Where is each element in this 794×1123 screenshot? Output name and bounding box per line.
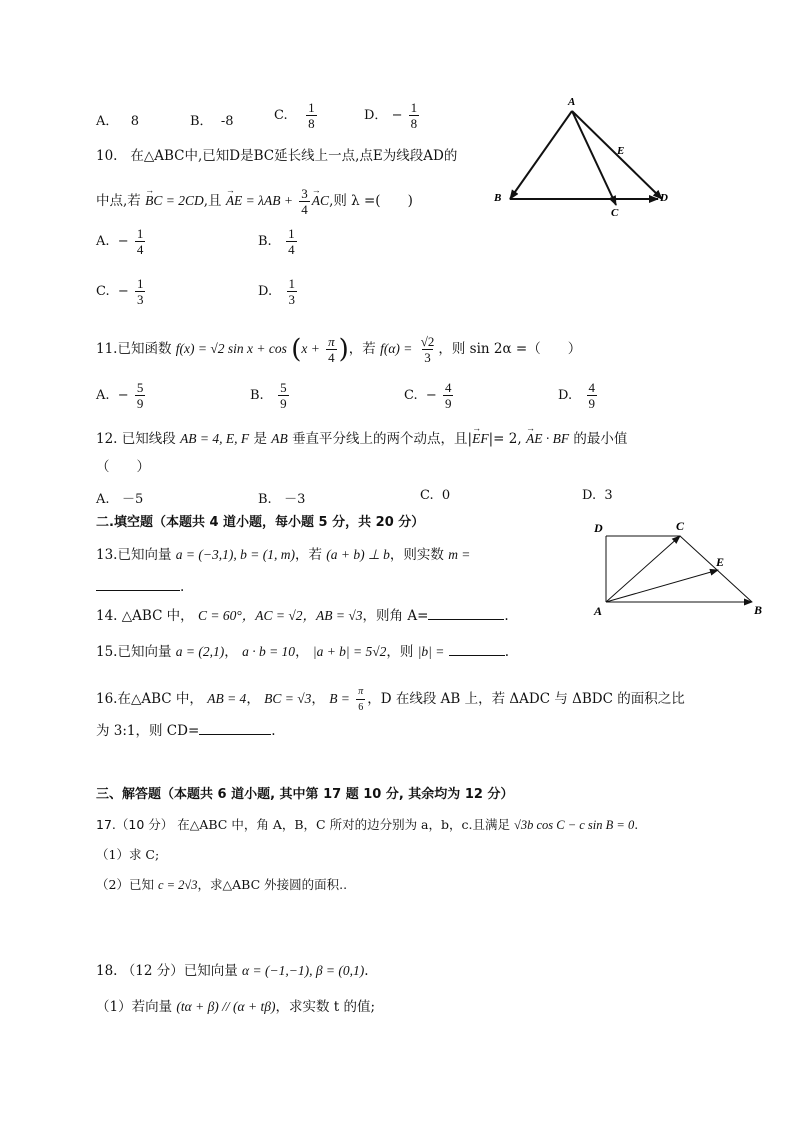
- fraction: $\frac{1}{8}$: [308, 100, 315, 131]
- vector-ac: [606, 536, 680, 602]
- fraction: $\frac{4}{9}$: [588, 380, 595, 411]
- q14-text: 14. △ABC 中，: [96, 608, 194, 624]
- point-label-a: A: [568, 96, 576, 108]
- vector-ab: [510, 111, 572, 199]
- q10-stem-line2: [96, 186, 413, 217]
- point-label-d: D: [660, 192, 668, 204]
- option-label: A.: [96, 388, 110, 403]
- fraction: $\frac{1}{4}$: [136, 226, 144, 257]
- q13-text: ，则实数: [389, 547, 444, 563]
- fraction: $\frac{5}{9}$: [280, 380, 287, 411]
- q16-text: 为 3:1，则 CD=: [96, 723, 200, 739]
- q16-text: ，: [246, 691, 260, 707]
- vector-equation: → BC = 2CD: [145, 192, 204, 210]
- fraction: $\frac{√2}{3}$: [420, 334, 435, 365]
- q18-stem: [96, 962, 369, 980]
- fraction: $\frac{\pi}{6}$: [358, 686, 364, 713]
- q14-text: ，则角 A=: [362, 608, 429, 624]
- section-heading-fill-in: 二.填空题（本题共 4 道小题，每小题 5 分，共 20 分）: [96, 515, 425, 530]
- q11-option-b: [250, 380, 291, 411]
- point-label-c: C: [611, 207, 619, 219]
- vector: → EF: [472, 430, 489, 448]
- option-value: －5: [121, 492, 144, 507]
- q10-text: ,且: [203, 193, 222, 209]
- q16-text: ，: [311, 691, 325, 707]
- q9-option-d: [364, 100, 421, 131]
- q12-math: AB: [271, 431, 288, 446]
- q12-stem-line2: （ ）: [96, 459, 150, 475]
- option-value: -8: [220, 114, 234, 129]
- q10-option-c: [96, 276, 147, 307]
- q17-text: ，求△ABC 外接圆的面积..: [197, 877, 348, 892]
- q15-condition: a = (2,1): [175, 644, 225, 659]
- fraction: $\frac{5}{9}$: [136, 380, 144, 411]
- period: .: [504, 644, 509, 660]
- q12-text: 垂直平分线上的两个动点，且|: [292, 431, 473, 447]
- q12-option-d: [582, 488, 613, 503]
- q15-text: ，: [224, 644, 238, 660]
- q12-option-b: [258, 488, 305, 507]
- q13-ask: m =: [448, 547, 471, 562]
- q12-text: 是: [253, 431, 267, 447]
- option-label: B.: [258, 234, 272, 249]
- q9-option-c: [274, 100, 319, 131]
- vector-ac: [572, 111, 616, 205]
- q11-text: ，则 sin 2α =（ ）: [438, 341, 582, 357]
- option-value: 0: [441, 488, 451, 503]
- option-label: B.: [258, 492, 272, 507]
- q15-ask: |b| =: [417, 644, 445, 659]
- period: .: [271, 723, 276, 739]
- q15-condition: a · b = 10: [242, 644, 296, 659]
- option-label: B．: [190, 114, 213, 129]
- option-sign: −: [425, 388, 437, 403]
- q12-option-a: [96, 488, 143, 507]
- point-label-b: B: [494, 192, 502, 204]
- fraction: $\frac{\pi}{4}$: [328, 334, 335, 365]
- side-cb: [680, 536, 752, 602]
- q18-condition: (tα + β) // (α + tβ): [176, 999, 276, 1014]
- q12-text: 的最小值: [573, 431, 628, 447]
- q17-part1: （1）求 C;: [96, 847, 160, 862]
- option-sign: −: [391, 108, 403, 123]
- option-label: D.: [582, 488, 597, 503]
- q11-option-a: [96, 380, 147, 411]
- q13-stem: [96, 546, 470, 564]
- fraction: $\frac{1}{8}$: [410, 100, 418, 131]
- q17-condition: c = 2√3: [157, 878, 198, 892]
- q12-text: |= 2,: [488, 431, 522, 447]
- vector-equation: → AE = λAB +: [226, 192, 293, 210]
- option-value: －3: [284, 492, 306, 507]
- answer-blank[interactable]: [199, 722, 271, 735]
- option-sign: −: [117, 388, 129, 403]
- answer-blank[interactable]: [449, 643, 505, 656]
- q17-text: 在△ABC 中，角 A，B，C 所对的边分别为 a，b，c.且满足: [177, 817, 510, 832]
- fraction: $\frac{1}{3}$: [288, 276, 295, 307]
- q12-option-c: [420, 488, 450, 503]
- q15-text: ，: [295, 644, 309, 660]
- q14-stem: [96, 607, 509, 625]
- option-label: D.: [558, 388, 573, 403]
- q17-condition: √3b cos C − c sin B = 0: [513, 818, 635, 832]
- q16-condition: AB = 4: [207, 691, 247, 706]
- vector-product: → AE · BF: [526, 430, 569, 448]
- q18-text: 18. （12 分）已知向量: [96, 963, 238, 979]
- answer-blank[interactable]: [96, 578, 180, 591]
- q12-text: 12. 已知线段: [96, 431, 176, 447]
- q16-condition: BC = √3: [264, 691, 312, 706]
- option-label: C.: [404, 388, 418, 403]
- fraction: $\frac{3}{4}$: [301, 186, 308, 217]
- q10-text: ,则 λ =( ): [329, 193, 413, 209]
- period: .: [504, 608, 509, 624]
- q16-condition: B =: [329, 691, 350, 706]
- option-label: C.: [96, 284, 110, 299]
- q11-option-c: [404, 380, 455, 411]
- option-sign: −: [117, 234, 129, 249]
- option-label: D.: [258, 284, 273, 299]
- vector: → AC: [312, 192, 329, 210]
- q11-arg: x +: [301, 341, 320, 356]
- period: .: [634, 817, 639, 832]
- q9-option-b: [190, 110, 234, 129]
- point-label-c: C: [676, 519, 685, 533]
- q15-text: ，则: [386, 644, 414, 660]
- q14-condition: C = 60°，AC = √2，AB = √3: [197, 608, 363, 623]
- q16-stem-line2: [96, 722, 276, 740]
- answer-blank[interactable]: [428, 607, 504, 620]
- right-paren: ): [338, 334, 349, 365]
- q13-text: 13.已知向量: [96, 547, 172, 563]
- question-number: 10.: [96, 148, 118, 164]
- fraction: $\frac{4}{9}$: [444, 380, 452, 411]
- q16-stem-line1: [96, 684, 685, 715]
- q11-stem: [96, 334, 581, 365]
- option-label: A.: [96, 234, 110, 249]
- question-number: 11.: [96, 341, 118, 357]
- q15-text: 15.已知向量: [96, 644, 172, 660]
- q13-answer-line: [96, 578, 184, 596]
- option-label: C.: [274, 108, 288, 123]
- point-label-e: E: [716, 555, 725, 569]
- option-value: 3: [604, 488, 613, 503]
- section-heading-solutions: 三、解答题（本题共 6 道小题, 其中第 17 题 10 分, 其余均为 12 分）: [96, 787, 514, 802]
- q10-option-a: [96, 226, 147, 257]
- q11-text: ，若: [348, 341, 376, 357]
- q15-stem: [96, 643, 509, 661]
- question-number: 17.（10 分）: [96, 817, 174, 832]
- period: .: [180, 579, 185, 595]
- q17-part2: [96, 876, 347, 894]
- option-sign: −: [117, 284, 129, 299]
- point-label-e: E: [617, 145, 625, 157]
- left-paren: (: [291, 334, 302, 365]
- q10-stem-line1: [96, 147, 457, 165]
- q11-condition: f(α) =: [380, 341, 413, 356]
- option-label: B.: [250, 388, 264, 403]
- q13-text: ，若: [294, 547, 322, 563]
- q16-text: 16.在△ABC 中，: [96, 691, 203, 707]
- option-label: A．: [96, 114, 119, 129]
- q10-triangle-figure: [490, 95, 680, 225]
- q10-option-b: [258, 226, 299, 257]
- q10-text: 中点,若: [96, 193, 141, 209]
- vector-ae: [606, 570, 718, 602]
- q16-trapezoid-figure: [588, 516, 774, 626]
- q11-function: f(x) = √2 sin x + cos: [175, 341, 287, 356]
- q11-option-d: [558, 380, 599, 411]
- point-label-a: A: [594, 604, 603, 618]
- q9-option-a: [96, 110, 139, 129]
- q12-math: AB = 4, E, F: [180, 431, 250, 446]
- option-value: 8: [130, 114, 140, 129]
- q18-text: （1）若向量: [96, 999, 173, 1015]
- q18-part1: [96, 998, 375, 1016]
- q13-condition: (a + b) ⊥ b: [326, 547, 390, 562]
- q12-stem-line1: [96, 430, 627, 448]
- q17-stem: [96, 816, 638, 834]
- option-label: D．: [364, 108, 388, 123]
- fraction: $\frac{1}{4}$: [288, 226, 295, 257]
- q10-option-d: [258, 276, 299, 307]
- option-label: A.: [96, 492, 110, 507]
- option-label: C.: [420, 488, 434, 503]
- fraction: $\frac{1}{3}$: [136, 276, 144, 307]
- q11-text: 已知函数: [117, 341, 172, 357]
- q18-vectors: α = (−1,−1), β = (0,1): [242, 963, 365, 978]
- q17-text: （2）已知: [96, 877, 154, 892]
- point-label-b: B: [754, 603, 763, 617]
- q18-text: ，求实数 t 的值;: [275, 999, 376, 1015]
- point-label-d: D: [594, 521, 603, 535]
- period: .: [364, 963, 369, 979]
- q16-text: ，D 在线段 AB 上，若 ΔADC 与 ΔBDC 的面积之比: [367, 691, 685, 707]
- q15-condition: |a + b| = 5√2: [312, 644, 387, 659]
- q13-vectors: a = (−3,1), b = (1, m): [175, 547, 295, 562]
- q10-text: 在△ABC中,已知D是BC延长线上一点,点E为线段AD的: [130, 148, 458, 164]
